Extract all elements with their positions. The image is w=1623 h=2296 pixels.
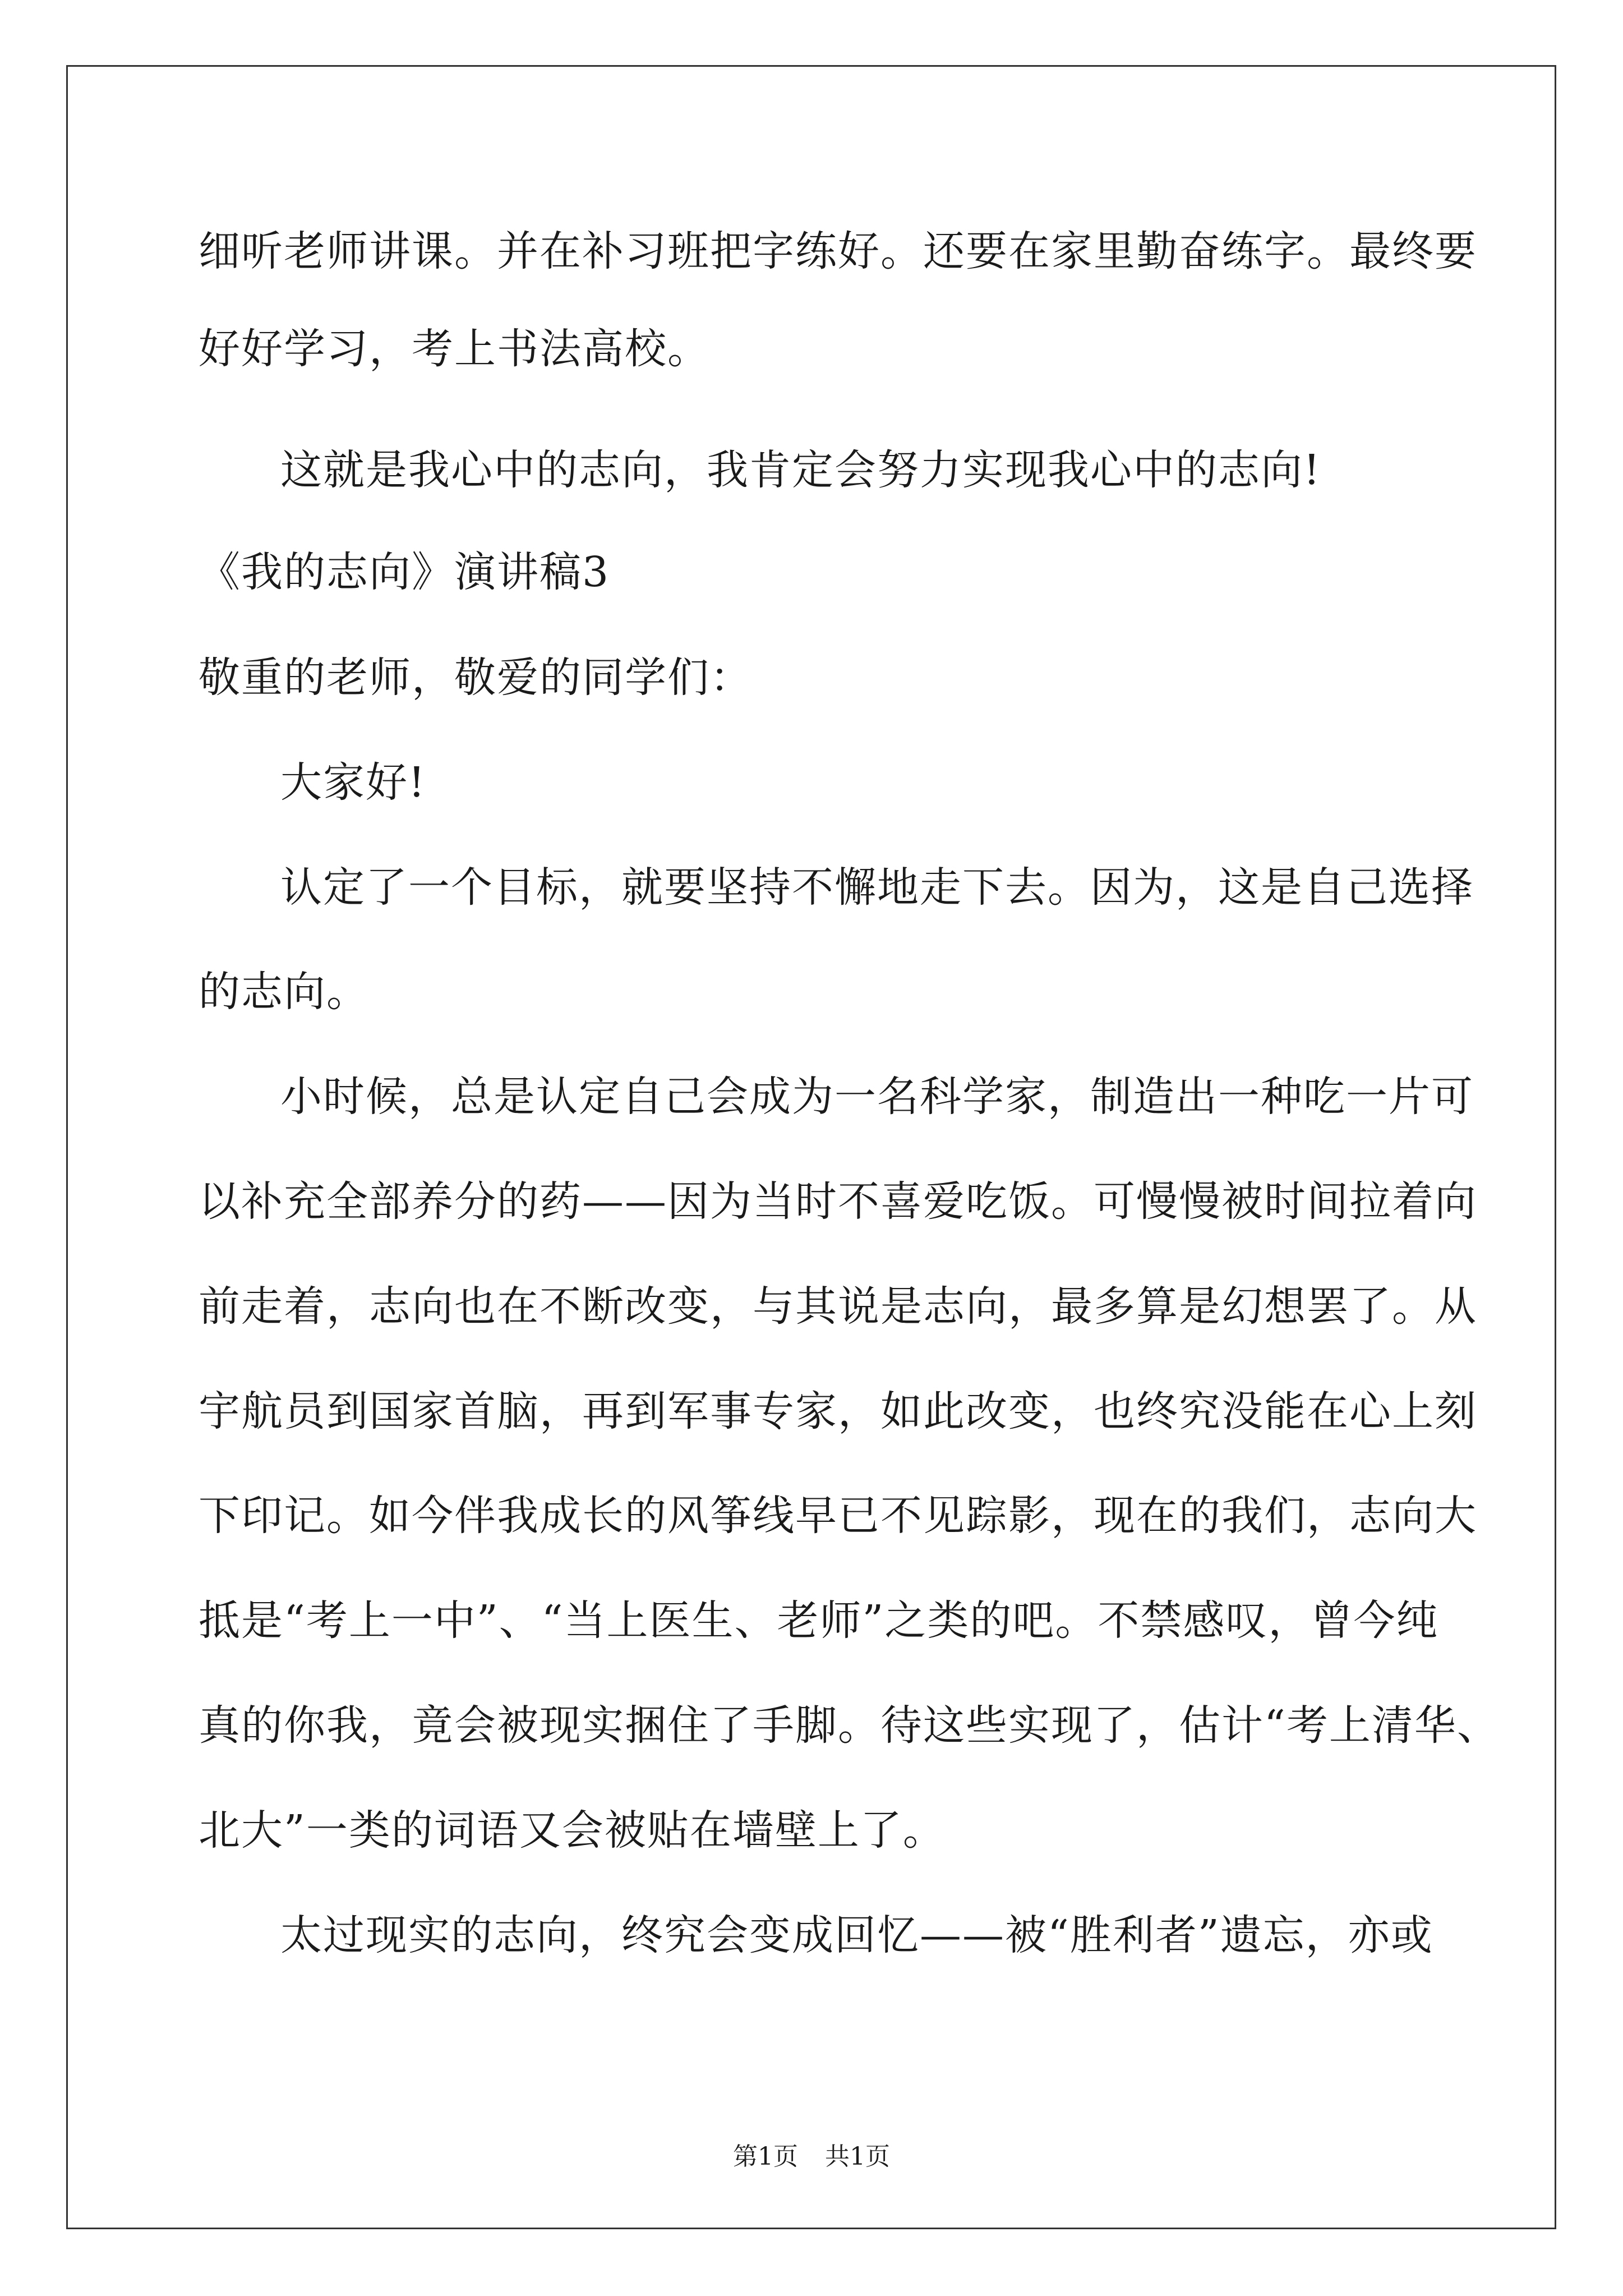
text-line: 宇航员到国家首脑，再到军事专家，如此改变，也终究没能在心上刻 [199,1387,1477,1435]
text-line: 的志向。 [199,968,369,1016]
text-line: 北大”一类的词语又会被贴在墙壁上了。 [199,1806,946,1855]
text-line: 以补充全部养分的药——因为当时不喜爱吃饭。可慢慢被时间拉着向 [199,1177,1477,1226]
page-number: 第1页 [733,2142,798,2171]
section-heading: 《我的志向》演讲稿3 [199,548,610,596]
text-line: 太过现实的志向，终究会变成回忆——被“胜利者”遗忘，亦或 [280,1911,1433,1959]
text-line: 真的你我，竟会被现实捆住了手脚。待这些实现了，估计“考上清华、 [199,1701,1500,1750]
text-line: 下印记。如今伴我成长的风筝线早已不见踪影，现在的我们，志向大 [199,1492,1477,1540]
page-total: 共1页 [825,2142,890,2171]
page-footer [0,2140,1623,2174]
page-border [66,65,1556,2229]
text-line: 细听老师讲课。并在补习班把字练好。还要在家里勤奋练字。最终要 [199,227,1477,275]
text-line: 认定了一个目标，就要坚持不懈地走下去。因为，这是自己选择 [280,863,1474,912]
text-line: 抵是“考上一中”、“当上医生、老师”之类的吧。不禁感叹，曾今纯 [199,1596,1439,1645]
text-line: 这就是我心中的志向，我肯定会努力实现我心中的志向! [280,446,1321,494]
greeting: 大家好! [280,758,426,807]
text-line: 好好学习，考上书法高校。 [199,325,710,373]
text-line: 前走着，志向也在不断改变，与其说是志向，最多算是幻想罢了。从 [199,1282,1477,1331]
salutation: 敬重的老师，敬爱的同学们： [199,654,753,702]
text-line: 小时候，总是认定自己会成为一名科学家，制造出一种吃一片可 [280,1073,1474,1121]
